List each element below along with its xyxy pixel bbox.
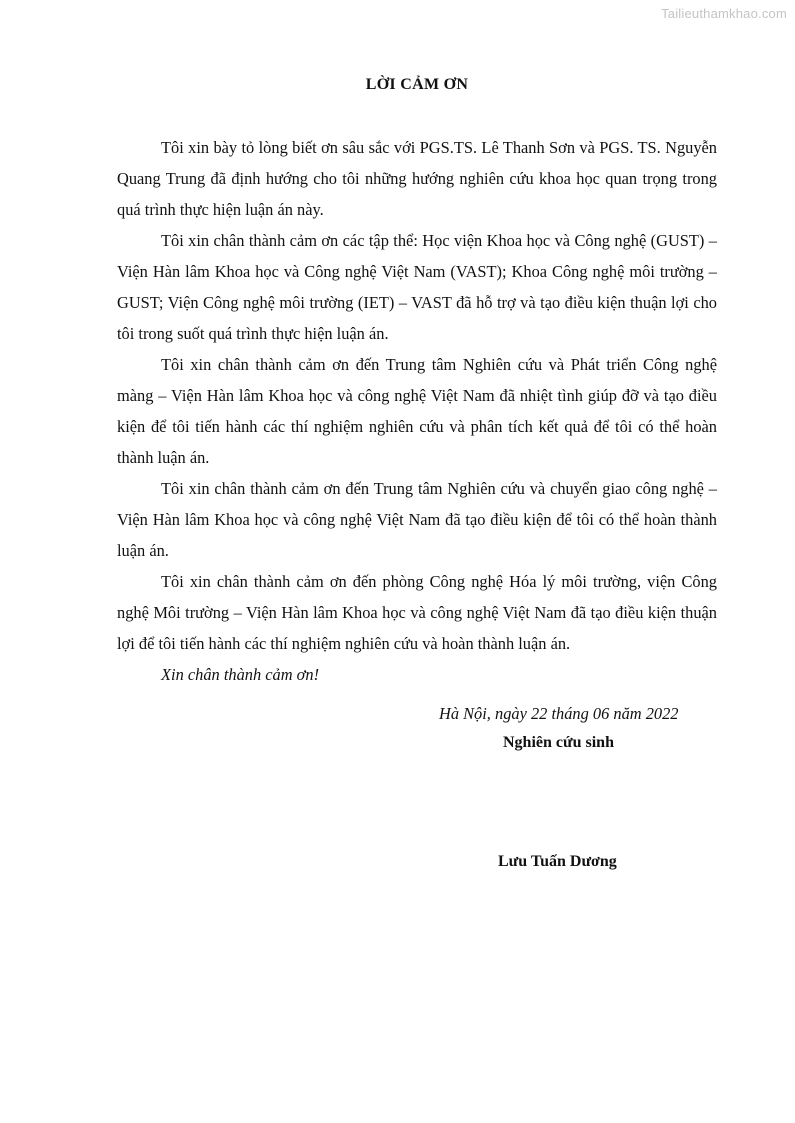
paragraph-2: Tôi xin chân thành cảm ơn các tập thể: Học viện Khoa học và Công nghệ (GUST) – Viện Hàn lâm Khoa học và Công nghệ Việt Nam (VAST); Khoa Công nghệ môi trường – GUST; Viện Công nghệ môi trường (IET) – VAST đã hỗ trợ và tạo điều kiện thuận lợi cho tôi trong suốt quá trình thực hiện luận án.: [117, 231, 717, 343]
acknowledgement-body: [117, 132, 717, 690]
signer-name: Lưu Tuấn Dương: [498, 853, 617, 870]
watermark-text: Tailieuthamkhao.com: [661, 6, 787, 21]
signer-role: Nghiên cứu sinh: [503, 734, 614, 751]
paragraph-5: Tôi xin chân thành cảm ơn đến phòng Công nghệ Hóa lý môi trường, viện Công nghệ Môi trường – Viện Hàn lâm Khoa học và công nghệ Việt Nam đã tạo điều kiện thuận lợi để tôi tiến hành các thí nghiệm nghiên cứu và hoàn thành luận án.: [117, 572, 717, 653]
paragraph-4: Tôi xin chân thành cảm ơn đến Trung tâm Nghiên cứu và chuyển giao công nghệ – Viện Hàn lâm Khoa học và công nghệ Việt Nam đã tạo điều kiện để tôi có thể hoàn thành luận án.: [117, 479, 717, 560]
paragraph-3: Tôi xin chân thành cảm ơn đến Trung tâm Nghiên cứu và Phát triển Công nghệ màng – Viện Hàn lâm Khoa học và công nghệ Việt Nam đã nhiệt tình giúp đỡ và tạo điều kiện để tôi tiến hành các thí nghiệm nghiên cứu và phân tích kết quả để tôi có thể hoàn thành luận án.: [117, 355, 717, 467]
closing-line: Xin chân thành cảm ơn!: [161, 665, 320, 684]
paragraph-1: Tôi xin bày tỏ lòng biết ơn sâu sắc với PGS.TS. Lê Thanh Sơn và PGS. TS. Nguyễn Quang Trung đã định hướng cho tôi những hướng nghiên cứu khoa học quan trọng trong quá trình thực hiện luận án này.: [117, 138, 717, 219]
place-date-line: Hà Nội, ngày 22 tháng 06 năm 2022: [439, 704, 679, 723]
page-title: LỜI CẢM ƠN: [365, 76, 469, 93]
